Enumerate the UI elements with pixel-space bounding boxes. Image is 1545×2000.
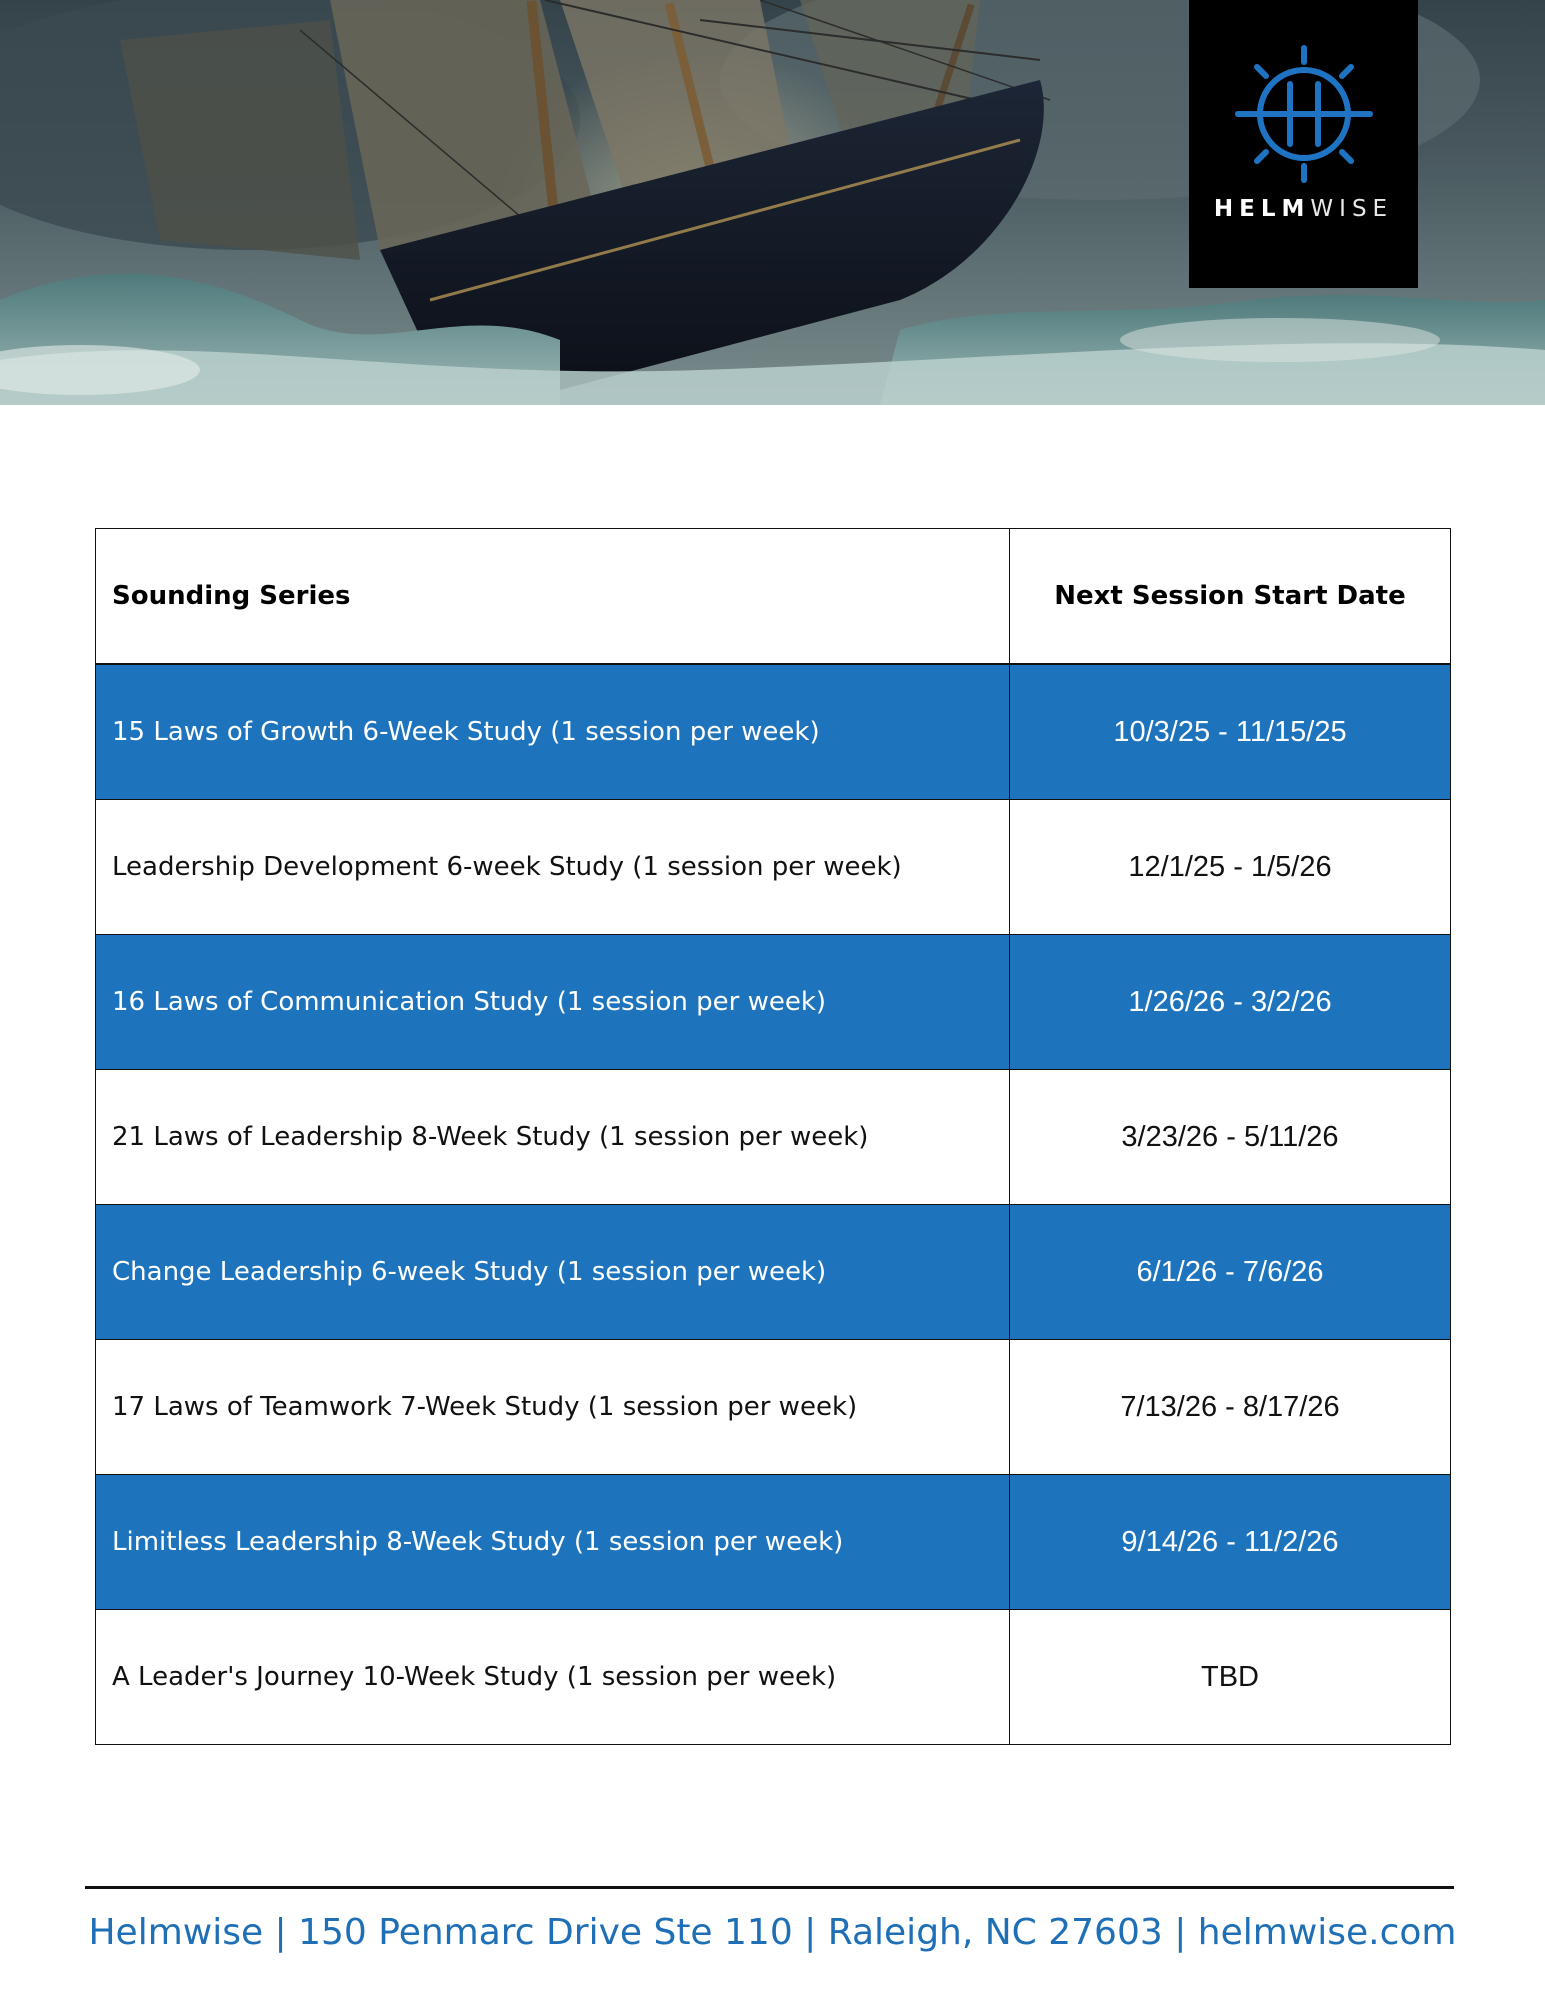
logo-wordmark-bold: HELM xyxy=(1213,196,1311,222)
series-name-cell: 16 Laws of Communication Study (1 session per week) xyxy=(96,935,1010,1070)
table-row xyxy=(96,800,1451,935)
series-name-cell: 21 Laws of Leadership 8-Week Study (1 session per week) xyxy=(96,1070,1010,1205)
session-date-cell: 6/1/26 - 7/6/26 xyxy=(1010,1205,1451,1340)
helmwise-logo xyxy=(1189,0,1418,288)
session-date-cell: 3/23/26 - 5/11/26 xyxy=(1010,1070,1451,1205)
table-row xyxy=(96,1610,1451,1745)
table-row xyxy=(96,1475,1451,1610)
session-date-cell: TBD xyxy=(1010,1610,1451,1745)
table-row xyxy=(96,664,1451,800)
logo-wordmark-light: WISE xyxy=(1310,196,1394,222)
session-date-cell: 12/1/25 - 1/5/26 xyxy=(1010,800,1451,935)
table-header-row xyxy=(96,529,1451,665)
logo-wordmark xyxy=(1189,196,1418,222)
table-row xyxy=(96,1340,1451,1475)
series-name-cell: Limitless Leadership 8-Week Study (1 session per week) xyxy=(96,1475,1010,1610)
session-date-cell: 9/14/26 - 11/2/26 xyxy=(1010,1475,1451,1610)
schedule-table xyxy=(95,528,1451,1745)
table-row xyxy=(96,1070,1451,1205)
series-name-cell: Leadership Development 6-week Study (1 session per week) xyxy=(96,800,1010,935)
series-name-cell: 15 Laws of Growth 6-Week Study (1 session per week) xyxy=(96,664,1010,800)
header-next-session-start-date: Next Session Start Date xyxy=(1010,529,1451,665)
helm-wheel-h-icon xyxy=(1230,40,1378,188)
session-date-cell: 1/26/26 - 3/2/26 xyxy=(1010,935,1451,1070)
series-name-cell: A Leader's Journey 10-Week Study (1 session per week) xyxy=(96,1610,1010,1745)
table-row xyxy=(96,1205,1451,1340)
table-row xyxy=(96,935,1451,1070)
header-sounding-series: Sounding Series xyxy=(96,529,1010,665)
session-date-cell: 10/3/25 - 11/15/25 xyxy=(1010,664,1451,800)
series-name-cell: Change Leadership 6-week Study (1 session per week) xyxy=(96,1205,1010,1340)
session-date-cell: 7/13/26 - 8/17/26 xyxy=(1010,1340,1451,1475)
footer-address: Helmwise | 150 Penmarc Drive Ste 110 | Raleigh, NC 27603 | helmwise.com xyxy=(88,1912,1457,1953)
series-name-cell: 17 Laws of Teamwork 7-Week Study (1 session per week) xyxy=(96,1340,1010,1475)
footer-divider xyxy=(85,1886,1454,1889)
